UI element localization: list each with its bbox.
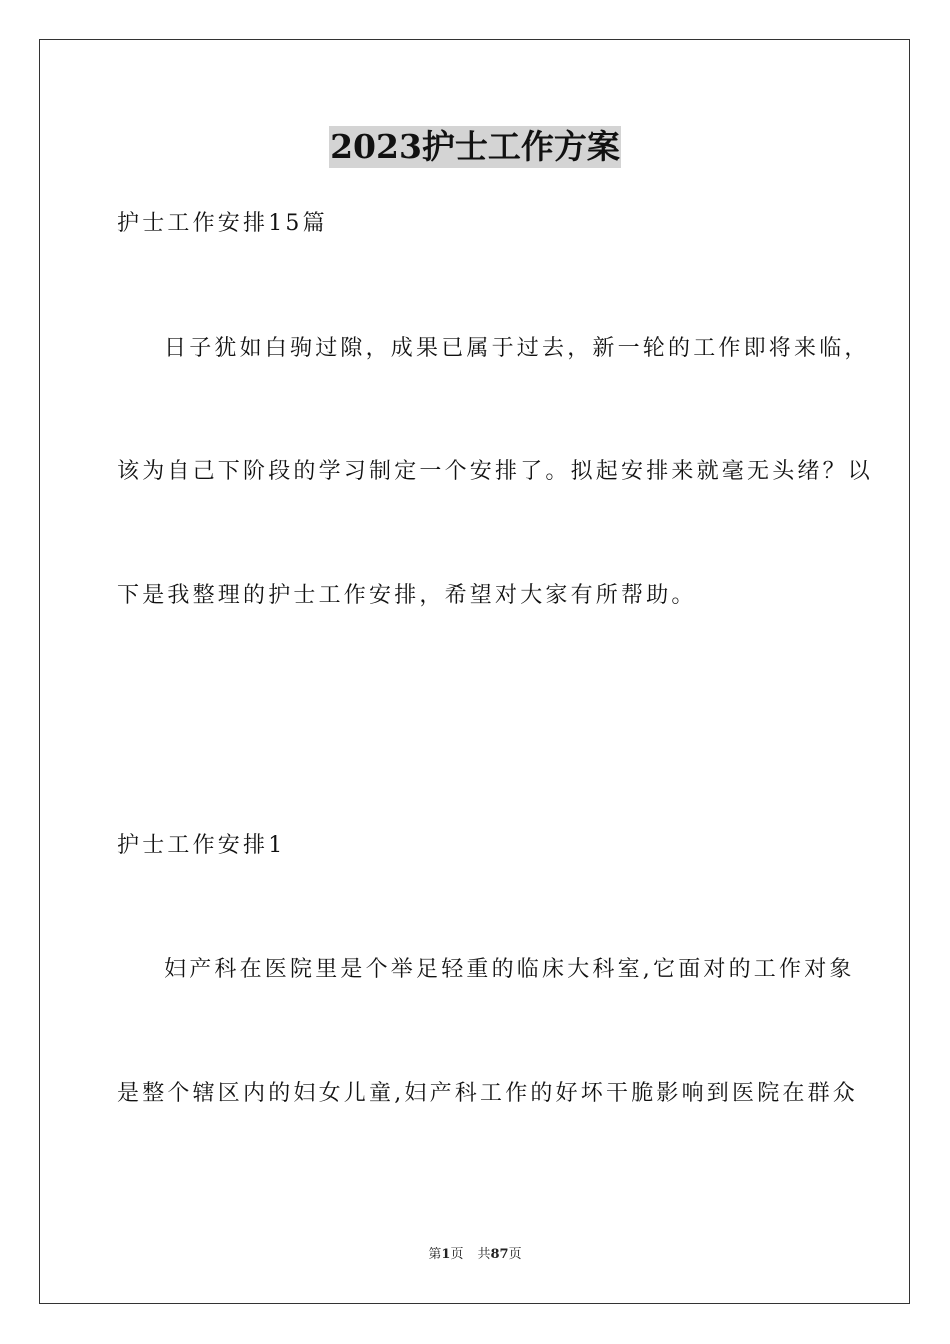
paragraph-line-4: 妇产科在医院里是个举足轻重的临床大科室,它面对的工作对象 bbox=[164, 957, 855, 982]
document-title: 2023护士工作方案 bbox=[330, 127, 620, 166]
footer-total-pages: 87 bbox=[490, 1247, 509, 1262]
footer-total-suffix: 页 bbox=[508, 1247, 522, 1262]
paragraph-line-1: 日子犹如白驹过隙，成果已属于过去，新一轮的工作即将来临， bbox=[164, 336, 870, 361]
paragraph-line-5: 是整个辖区内的妇女儿童,妇产科工作的好坏干脆影响到医院在群众 bbox=[117, 1081, 858, 1106]
paragraph-line-3: 下是我整理的护士工作安排，希望对大家有所帮助。 bbox=[117, 583, 697, 608]
paragraph-line-2: 该为自己下阶段的学习制定一个安排了。拟起安排来就毫无头绪？以 bbox=[117, 459, 874, 484]
section-heading: 护士工作安排1 bbox=[117, 833, 286, 858]
footer-page-number: 1 bbox=[441, 1247, 451, 1262]
footer-total-prefix: 共 bbox=[477, 1247, 491, 1262]
footer-page-suffix: 页 bbox=[450, 1247, 464, 1262]
title-container bbox=[0, 126, 950, 168]
page-footer bbox=[0, 1246, 950, 1264]
subtitle-line: 护士工作安排15篇 bbox=[117, 211, 328, 236]
footer-page-prefix: 第 bbox=[428, 1247, 442, 1262]
